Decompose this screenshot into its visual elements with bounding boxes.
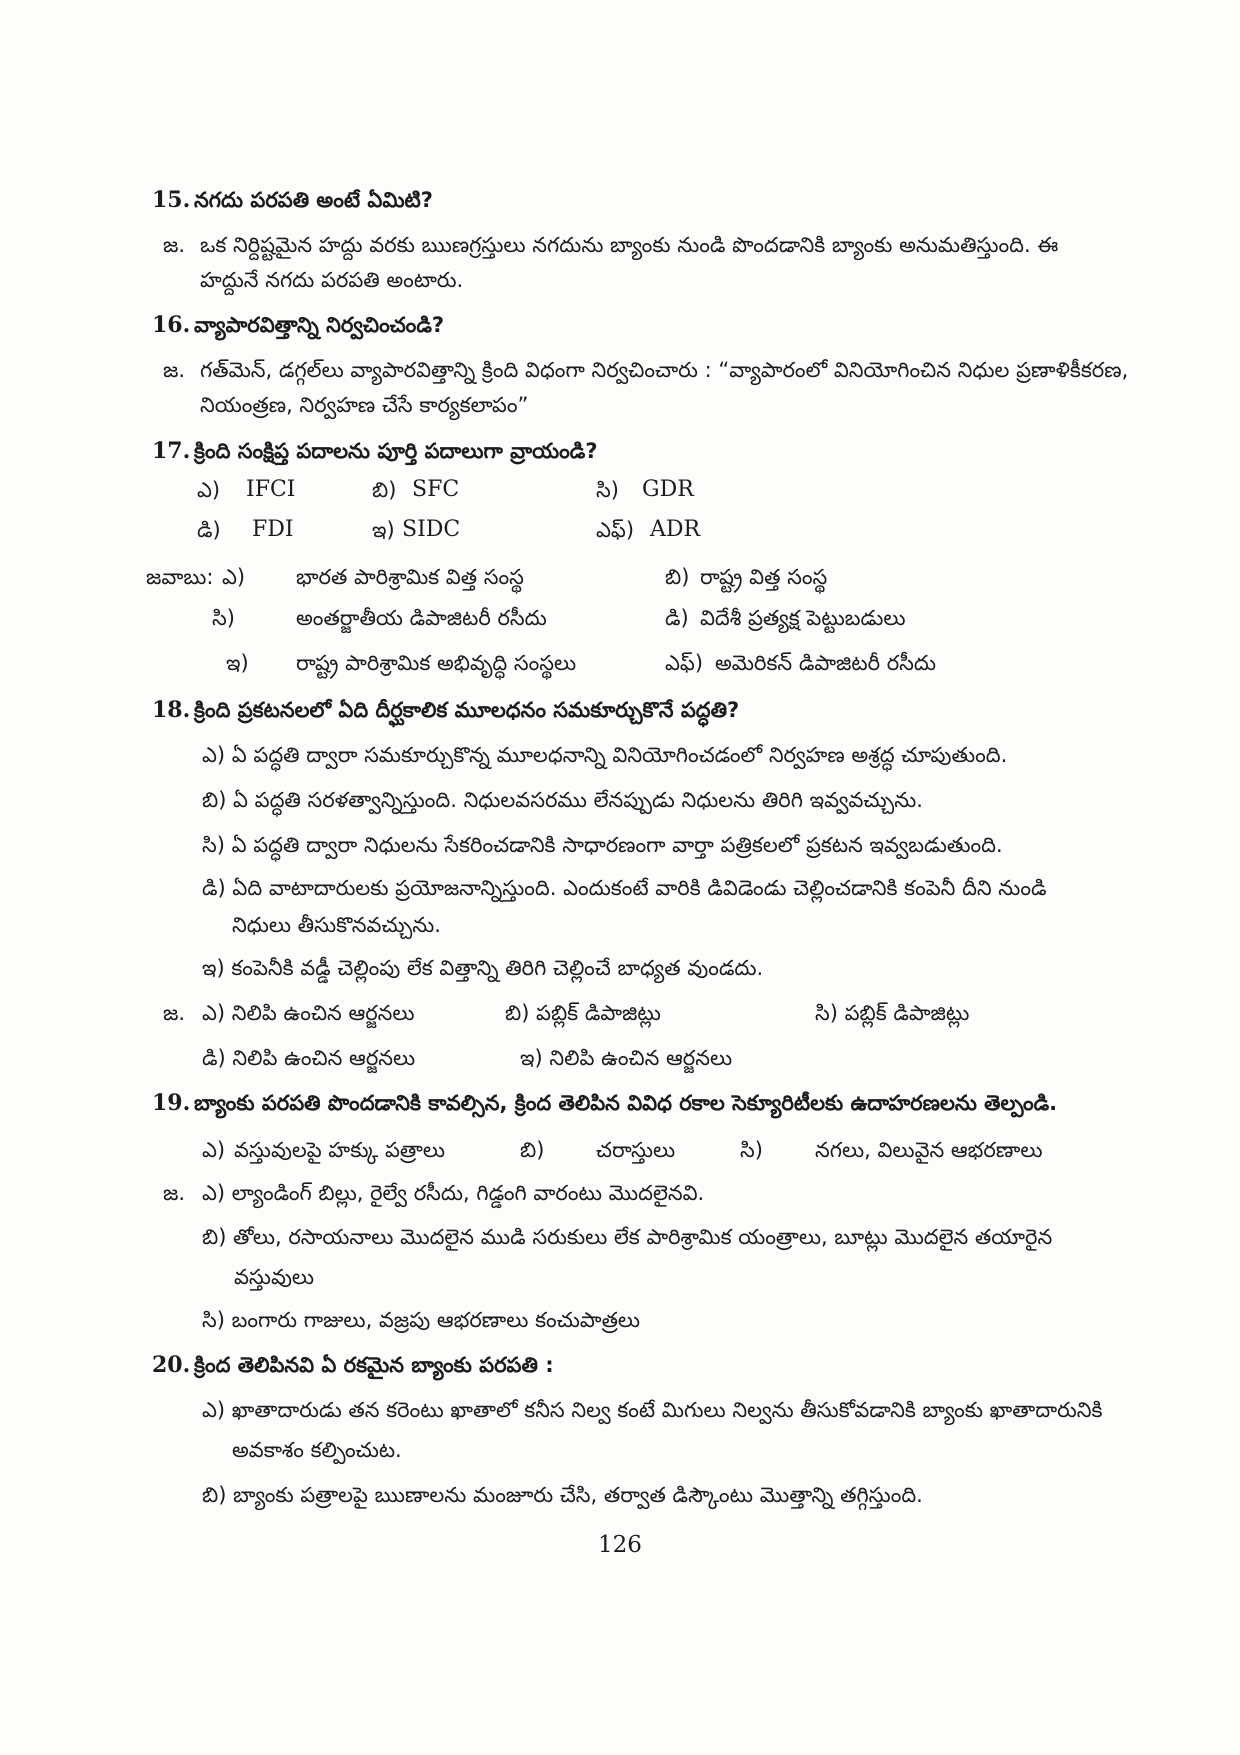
- question-text: క్రింది ప్రకటనలలో ఏది దీర్ఘకాలిక మూలధనం సమకూర్చుకొనే పద్ధతి?: [194, 698, 740, 722]
- option-label: బి): [520, 1138, 545, 1162]
- question-number: 16.: [152, 312, 191, 338]
- option-abbr: FDI: [252, 517, 294, 542]
- answer-label: జ.: [163, 1181, 186, 1205]
- answer-text: డి) నిలిపి ఉంచిన ఆర్జనలు: [202, 1046, 416, 1070]
- option-abbr: SIDC: [402, 517, 461, 542]
- option-label: డి): [197, 518, 221, 542]
- question-text: క్రింద తెలిపినవి ఏ రకమైన బ్యాంకు పరపతి :: [194, 1353, 554, 1377]
- answer-prefix: జవాబు:: [146, 565, 214, 589]
- answer-text: గత్‌మెన్, డగ్గల్‌లు వ్యాపారవిత్తాన్ని క్రింది విధంగా నిర్వచించారు : “వ్యాపారంలో వినియోగించిన నిధుల ప్రణాళికీకరణ,: [200, 358, 1129, 382]
- statement: ఎ) ఏ పద్ధతి ద్వారా సమకూర్చుకొన్న మూలధనాన్ని వినియోగించడంలో నిర్వహణ అశ్రద్ధ చూపుతుంది.: [202, 743, 1008, 767]
- question-text: బ్యాంకు పరపతి పొందడానికి కావల్సిన, క్రింద తెలిపిన వివిధ రకాల సెక్యూరిటీలకు ఉదాహరణలను తెల్పండి.: [194, 1091, 1058, 1115]
- page-number: 126: [598, 1532, 642, 1558]
- answer-text: ఇ) నిలిపి ఉంచిన ఆర్జనలు: [520, 1046, 733, 1070]
- answer-text: హద్దునే నగదు పరపతి అంటారు.: [200, 268, 464, 292]
- question-number: 19.: [152, 1090, 191, 1116]
- answer-text: బి) పబ్లిక్ డిపాజిట్లు: [505, 1001, 661, 1025]
- answer-text: సి) పబ్లిక్ డిపాజిట్లు: [815, 1001, 970, 1025]
- option-text: వస్తువులపై హక్కు పత్రాలు: [234, 1138, 446, 1162]
- statement: బి) బ్యాంకు పత్రాలపై ఋణాలను మంజూరు చేసి, తర్వాత డిస్కౌంటు మొత్తాన్ని తగ్గిస్తుంది.: [202, 1483, 923, 1507]
- option-label: ఇ): [372, 518, 395, 542]
- answer-label: ఇ): [226, 651, 249, 675]
- answer-label: ఎ): [222, 565, 246, 589]
- answer-label: జ.: [163, 233, 186, 257]
- statement: డి) ఏది వాటాదారులకు ప్రయోజనాన్నిస్తుంది. ఎందుకంటే వారికి డివిడెండు చెల్లించడానికి కంపెనీ దీని నుండి: [202, 876, 1047, 900]
- option-text: చరాస్తులు: [596, 1138, 676, 1162]
- question-number: 18.: [152, 697, 191, 723]
- answer-label: సి): [212, 606, 235, 630]
- statement: నిధులు తీసుకొనవచ్చును.: [232, 913, 441, 937]
- answer-text: అమెరికన్ డిపాజిటరీ రసీదు: [715, 651, 937, 675]
- statement: సి) ఏ పద్ధతి ద్వారా నిధులను సేకరించడానికి సాధారణంగా వార్తా పత్రికలలో ప్రకటన ఇవ్వబడుతుంది.: [202, 833, 1003, 857]
- option-abbr: SFC: [412, 477, 460, 502]
- answer-text: వస్తువులు: [234, 1265, 315, 1289]
- statement: ఇ) కంపెనీకి వడ్డీ చెల్లింపు లేక విత్తాన్ని తిరిగి చెల్లించే బాధ్యత వుండదు.: [202, 956, 764, 980]
- question-text: నగదు పరపతి అంటే ఏమిటి?: [194, 188, 433, 212]
- question-text: వ్యాపారవిత్తాన్ని నిర్వచించండి?: [194, 313, 445, 337]
- option-text: నగలు, విలువైన ఆభరణాలు: [815, 1138, 1043, 1162]
- answer-text: రాష్ట్ర పారిశ్రామిక అభివృద్ధి సంస్థలు: [296, 651, 577, 675]
- option-label: సి): [596, 478, 619, 502]
- option-abbr: GDR: [642, 477, 694, 502]
- answer-text: ఎ) నిలిపి ఉంచిన ఆర్జనలు: [202, 1001, 415, 1025]
- statement: అవకాశం కల్పించుట.: [232, 1438, 402, 1462]
- answer-text: విదేశీ ప్రత్యక్ష పెట్టుబడులు: [700, 606, 906, 630]
- answer-label: బి): [665, 565, 690, 589]
- option-label: ఎ): [197, 478, 221, 502]
- option-label: బి): [372, 478, 397, 502]
- statement: ఎ) ఖాతాదారుడు తన కరెంటు ఖాతాలో కనీస నిల్వ కంటే మిగులు నిల్వను తీసుకోవడానికి బ్యాంకు ఖాతాదారునికి: [202, 1398, 1103, 1422]
- answer-text: రాష్ట్ర విత్త సంస్థ: [700, 565, 828, 589]
- answer-text: నియంత్రణ, నిర్వహణ చేసే కార్యకలాపం”: [200, 393, 529, 417]
- answer-text: బి) తోలు, రసాయనాలు మొదలైన ముడి సరుకులు లేక పారిశ్రామిక యంత్రాలు, బూట్లు మొదలైన తయారైన: [202, 1225, 1053, 1249]
- option-label: సి): [740, 1138, 763, 1162]
- question-number: 15.: [152, 187, 191, 213]
- option-label: ఎ): [202, 1138, 226, 1162]
- question-number: 20.: [152, 1352, 191, 1378]
- option-label: ఎఫ్): [596, 518, 635, 542]
- question-number: 17.: [152, 438, 191, 464]
- option-abbr: ADR: [650, 517, 701, 542]
- answer-text: భారత పారిశ్రామిక విత్త సంస్థ: [296, 565, 524, 589]
- answer-text: ఎ) ల్యాండింగ్ బిల్లు, రైల్వే రసీదు, గిడ్డంగి వారంటు మొదలైనవి.: [202, 1181, 705, 1205]
- option-abbr: IFCI: [246, 477, 296, 502]
- answer-label: ఎఫ్): [665, 651, 704, 675]
- statement: బి) ఏ పద్ధతి సరళత్వాన్నిస్తుంది. నిధులవసరము లేనప్పుడు నిధులను తిరిగి ఇవ్వవచ్చును.: [202, 788, 923, 812]
- answer-label: డి): [665, 606, 689, 630]
- question-text: క్రింది సంక్షిప్త పదాలను పూర్తి పదాలుగా వ్రాయండి?: [194, 439, 598, 463]
- answer-text: ఒక నిర్దిష్టమైన హద్దు వరకు ఋణగ్రస్తులు నగదును బ్యాంకు నుండి పొందడానికి బ్యాంకు అనుమతిస్తుంది. ఈ: [200, 233, 1059, 257]
- answer-text: అంతర్జాతీయ డిపాజిటరీ రసీదు: [296, 606, 547, 630]
- answer-label: జ.: [163, 358, 186, 382]
- answer-label: జ.: [163, 1001, 186, 1025]
- answer-text: సి) బంగారు గాజులు, వజ్రపు ఆభరణాలు కంచుపాత్రలు: [202, 1308, 641, 1332]
